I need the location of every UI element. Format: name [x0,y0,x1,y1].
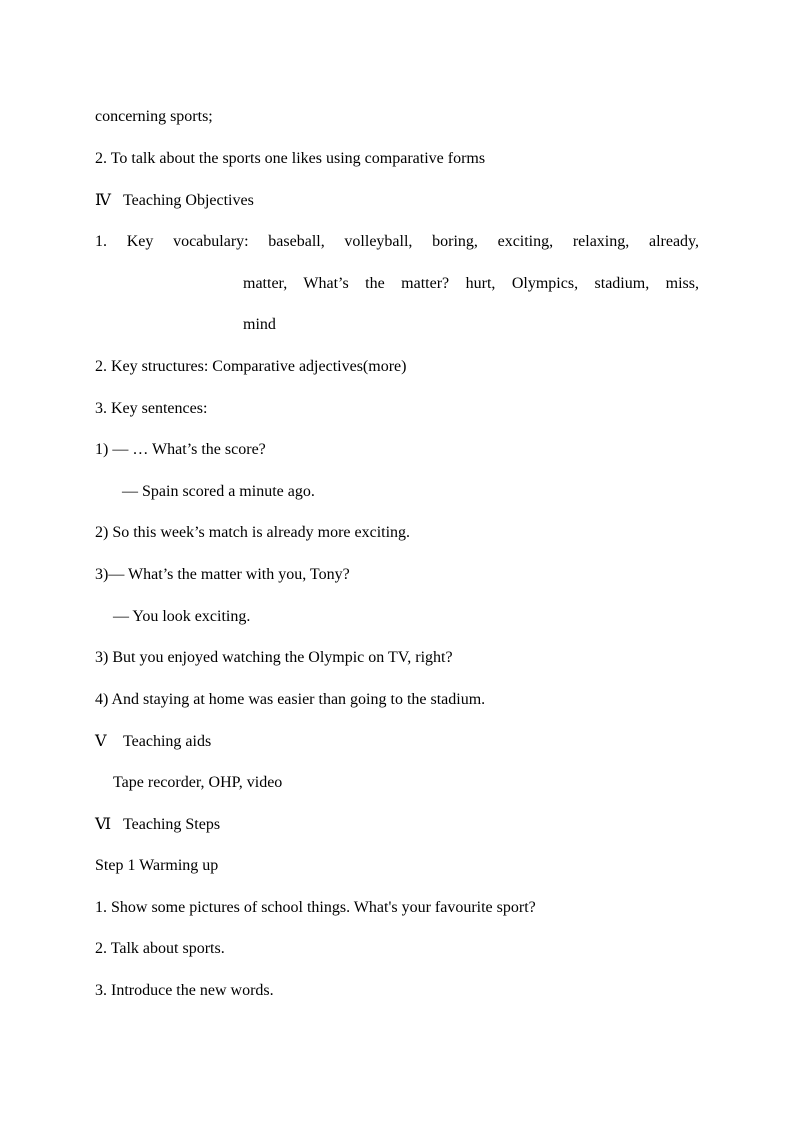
sentence-1-answer: — Spain scored a minute ago. [122,483,315,500]
objective-item-2: 2. To talk about the sports one likes using comparative forms [95,150,486,167]
section-title: Teaching aids [123,733,212,750]
sentence-3-question: 3)— What’s the matter with you, Tony? [95,566,350,583]
sentence-4: 3) But you enjoyed watching the Olympic on TV, right? [95,649,453,666]
sentence-1-question: 1) — … What’s the score? [95,441,266,458]
section-numeral: Ⅴ [95,733,107,750]
section-heading-teaching-objectives [95,191,254,211]
section-numeral: Ⅵ [95,816,112,833]
key-vocabulary-line-2: matter, What’s the matter? hurt, Olympics, stadium, miss, [243,275,699,292]
sentence-3-answer: — You look exciting. [113,608,251,625]
section-title: Teaching Objectives [123,192,254,209]
section-numeral: Ⅳ [95,192,111,209]
section-title: Teaching Steps [123,816,221,833]
sentence-5: 4) And staying at home was easier than going to the stadium. [95,691,486,708]
key-vocabulary-line-3: mind [243,316,276,333]
sentence-2: 2) So this week’s match is already more exciting. [95,524,411,541]
key-structures: 2. Key structures: Comparative adjectives(more) [95,358,407,375]
section-heading-teaching-steps [95,815,220,835]
section-heading-teaching-aids [95,732,211,752]
warming-up-item-2: 2. Talk about sports. [95,940,225,957]
warming-up-item-1: 1. Show some pictures of school things. What's your favourite sport? [95,899,536,916]
warming-up-item-3: 3. Introduce the new words. [95,982,274,999]
teaching-aids-list: Tape recorder, OHP, video [113,774,283,791]
objective-continuation: concerning sports; [95,108,213,125]
key-sentences-heading: 3. Key sentences: [95,400,208,417]
key-vocabulary-line-1: 1. Key vocabulary: baseball, volleyball, boring, exciting, relaxing, already, [95,233,699,250]
step-1-heading: Step 1 Warming up [95,857,219,874]
